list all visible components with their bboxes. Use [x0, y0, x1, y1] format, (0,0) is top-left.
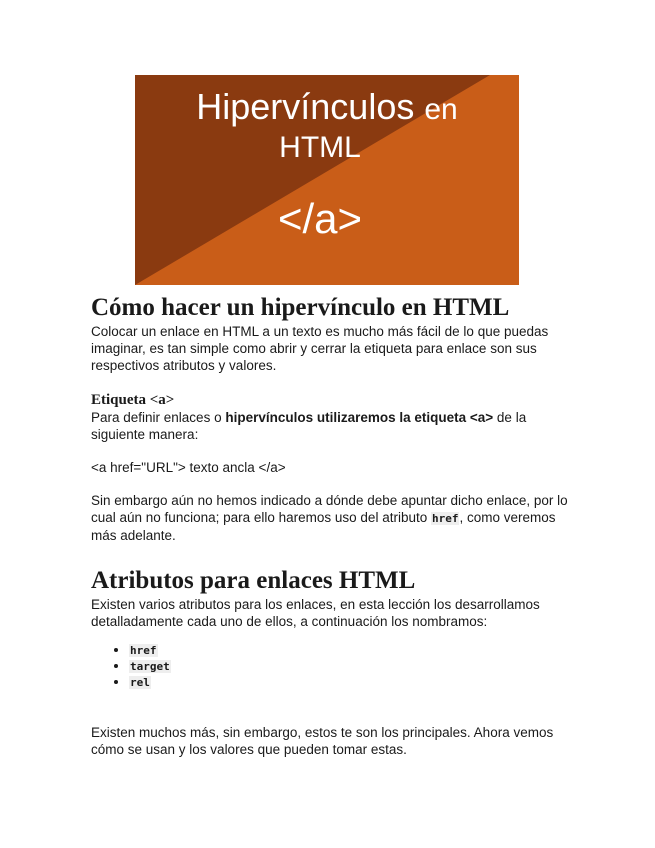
banner-title-main: Hipervínculos: [196, 86, 415, 127]
banner-title-small: en: [424, 93, 458, 126]
attribute-list: [91, 642, 581, 690]
definition-text-end: de la siguiente manera:: [91, 410, 527, 442]
article-content: [91, 293, 581, 758]
definition-text-start: Para definir enlaces o: [91, 410, 226, 425]
attribute-code: target: [130, 660, 170, 673]
note-text-start: Sin embargo aún no hemos indicado a dónde debe apuntar dicho enlace, por lo cual aún no funciona; para ello haremos uso del atributo: [91, 493, 568, 525]
banner-subtitle: HTML: [279, 131, 361, 164]
note-text-end: , como veremos más adelante.: [91, 510, 556, 543]
intro-paragraph: Colocar un enlace en HTML a un texto es mucho más fácil de lo que puedas imaginar, es tan simple como abrir y cerrar la etiqueta para enlace son sus respectivos atributos y valores.: [91, 324, 549, 373]
attribute-code: rel: [130, 676, 150, 689]
list-item: [129, 642, 581, 658]
attribute-code: href: [130, 644, 157, 657]
subheading-etiqueta-a: Etiqueta <a>: [91, 392, 175, 408]
attributes-intro: Existen varios atributos para los enlaces, en esta lección los desarrollamos detalladamente cada uno de ellos, a continuación los nombramos:: [91, 597, 540, 629]
list-item: [129, 674, 581, 690]
closing-paragraph: Existen muchos más, sin embargo, estos te son los principales. Ahora vemos cómo se usan y los valores que pueden tomar estas.: [91, 725, 554, 757]
inline-code-href: href: [431, 512, 459, 525]
definition-bold: hipervínculos utilizaremos la etiqueta <a>: [225, 410, 494, 425]
banner-title: [135, 85, 519, 132]
code-example: <a href="URL"> texto ancla </a>: [91, 460, 286, 475]
banner-tag-glyph: </a>: [277, 195, 363, 242]
list-item: [129, 658, 581, 674]
note-paragraph: [91, 492, 581, 544]
banner-image: [135, 75, 519, 285]
definition-paragraph: [91, 409, 581, 443]
section-title-atributos: Atributos para enlaces HTML: [91, 567, 416, 594]
section-title-como-hacer: Cómo hacer un hipervínculo en HTML: [91, 294, 510, 321]
